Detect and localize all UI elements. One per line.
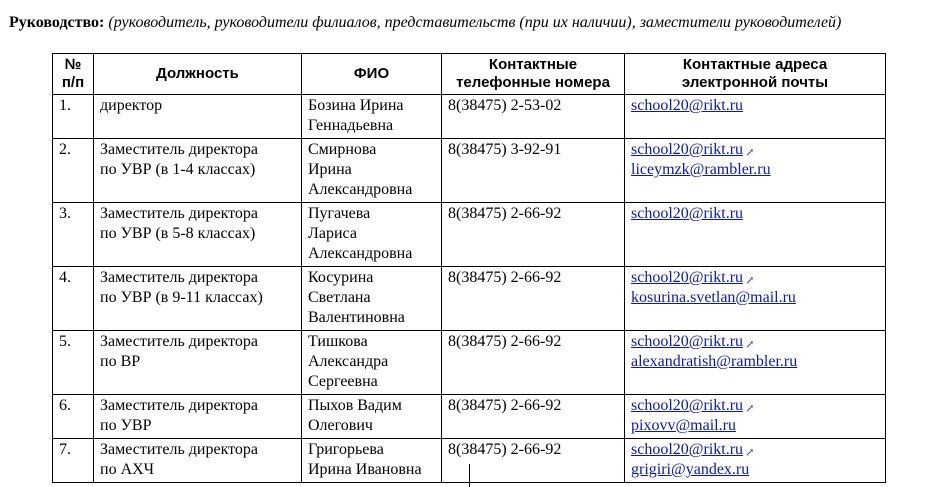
position-line: Заместитель директора [100, 141, 259, 158]
email-link[interactable]: school20@rikt.ru [631, 397, 744, 414]
leadership-table [52, 53, 886, 483]
row-phone: 8(38475) 3-92-91 [442, 139, 625, 203]
name-line: Александровна [308, 181, 413, 198]
row-emails [625, 439, 886, 483]
name-line: Пыхов Вадим [308, 397, 402, 414]
name-line: Олегович [308, 417, 373, 434]
row-full-name [302, 439, 442, 483]
position-line: Заместитель директора [100, 441, 259, 458]
row-emails [625, 203, 886, 267]
email-link[interactable]: kosurina.svetlan@mail.ru [631, 289, 796, 306]
email-link[interactable]: school20@rikt.ru [631, 97, 744, 114]
position-line: Заместитель директора [100, 397, 259, 414]
position-line: по УВР [100, 417, 152, 434]
row-position [94, 439, 302, 483]
position-line: по УВР (в 1-4 классах) [100, 161, 256, 178]
name-line: Косурина [308, 269, 374, 286]
email-link[interactable]: liceymzk@rambler.ru [631, 161, 771, 178]
table-row [53, 139, 886, 203]
header-name: ФИО [302, 54, 442, 95]
name-line: Александра [308, 353, 389, 370]
table-row [53, 331, 886, 395]
name-line: Бозина Ирина [308, 97, 404, 114]
row-full-name [302, 95, 442, 139]
row-number: 3. [53, 203, 94, 267]
row-position [94, 95, 302, 139]
link-arrow-icon: ↗ [745, 275, 755, 287]
name-line: Александровна [308, 245, 413, 262]
header-position: Должность [94, 54, 302, 95]
row-full-name [302, 331, 442, 395]
row-phone: 8(38475) 2-66-92 [442, 267, 625, 331]
position-line: Заместитель директора [100, 205, 259, 222]
name-line: Григорьева [308, 441, 384, 458]
name-line: Ирина Ивановна [308, 461, 422, 478]
name-line: Пугачева [308, 205, 371, 222]
link-arrow-icon: ↗ [745, 339, 755, 351]
table-header-row [53, 54, 886, 95]
row-number: 5. [53, 331, 94, 395]
row-emails [625, 95, 886, 139]
header-phone: Контактные телефонные номера [442, 54, 625, 95]
table-row [53, 395, 886, 439]
table-row [53, 267, 886, 331]
position-line: Заместитель директора [100, 269, 259, 286]
row-emails [625, 395, 886, 439]
name-line: Смирнова [308, 141, 377, 158]
row-position [94, 331, 302, 395]
name-line: Сергеевна [308, 373, 378, 390]
name-line: Валентиновна [308, 309, 405, 326]
position-line: по УВР (в 5-8 классах) [100, 225, 256, 242]
row-position [94, 139, 302, 203]
header-num: № п/п [53, 54, 94, 95]
email-link[interactable]: school20@rikt.ru [631, 205, 744, 222]
row-full-name [302, 203, 442, 267]
row-number: 1. [53, 95, 94, 139]
position-line: по УВР (в 9-11 классах) [100, 289, 263, 306]
email-link[interactable]: school20@rikt.ru [631, 441, 744, 458]
section-heading [9, 13, 841, 33]
row-phone: 8(38475) 2-66-92 [442, 203, 625, 267]
position-line: директор [100, 97, 163, 114]
row-phone: 8(38475) 2-66-92 [442, 395, 625, 439]
email-link[interactable]: school20@rikt.ru [631, 269, 744, 286]
row-full-name [302, 267, 442, 331]
row-number: 7. [53, 439, 94, 483]
row-position [94, 203, 302, 267]
row-number: 2. [53, 139, 94, 203]
row-position [94, 395, 302, 439]
position-line: Заместитель директора [100, 333, 259, 350]
header-email: Контактные адреса электронной почты [625, 54, 886, 95]
name-line: Ирина [308, 161, 352, 178]
row-full-name [302, 139, 442, 203]
name-line: Лариса [308, 225, 357, 242]
heading-label: Руководство: [9, 14, 105, 31]
row-phone: 8(38475) 2-66-92 [442, 331, 625, 395]
row-emails [625, 331, 886, 395]
link-arrow-icon: ↗ [745, 403, 755, 415]
email-link[interactable]: grigiri@yandex.ru [631, 461, 750, 478]
email-link[interactable]: pixovv@mail.ru [631, 417, 736, 434]
row-phone: 8(38475) 2-53-02 [442, 95, 625, 139]
name-line: Геннадьевна [308, 117, 394, 134]
row-phone: 8(38475) 2-66-92 [442, 439, 625, 483]
email-link[interactable]: school20@rikt.ru [631, 141, 744, 158]
link-arrow-icon: ↗ [745, 447, 755, 459]
name-line: Тишкова [308, 333, 368, 350]
page-divider-mark [469, 464, 470, 487]
row-number: 4. [53, 267, 94, 331]
table-row [53, 95, 886, 139]
heading-description: (руководитель, руководители филиалов, представительств (при их наличии), заместители руководителей) [108, 14, 842, 31]
row-position [94, 267, 302, 331]
link-arrow-icon: ↗ [745, 147, 755, 159]
position-line: по АХЧ [100, 461, 155, 478]
table-body [53, 95, 886, 483]
row-full-name [302, 395, 442, 439]
row-emails [625, 139, 886, 203]
position-line: по ВР [100, 353, 141, 370]
table-row [53, 203, 886, 267]
email-link[interactable]: school20@rikt.ru [631, 333, 744, 350]
name-line: Светлана [308, 289, 371, 306]
row-number: 6. [53, 395, 94, 439]
email-link[interactable]: alexandratish@rambler.ru [631, 353, 798, 370]
row-emails [625, 267, 886, 331]
